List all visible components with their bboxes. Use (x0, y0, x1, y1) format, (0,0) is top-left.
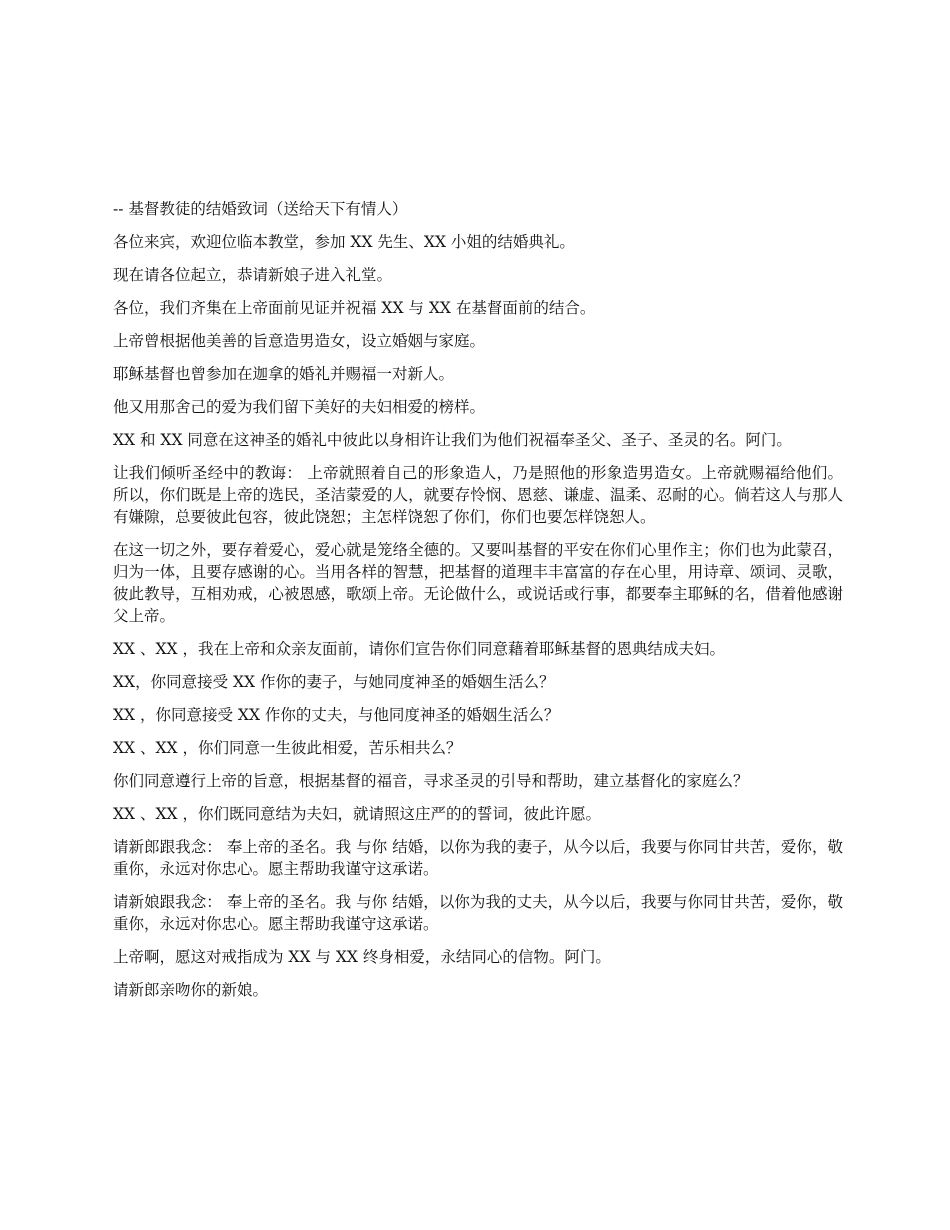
paragraph-example: 他又用那舍己的爱为我们留下美好的夫妇相爱的榜样。 (113, 398, 486, 416)
paragraph-groom-question: XX，你同意接受 XX 作你的妻子，与她同度神圣的婚姻生活么？ (113, 673, 555, 691)
paragraph-blessing: XX 和 XX 同意在这神圣的婚礼中彼此以身相许让我们为他们祝福奉圣父、圣子、圣灵的名。阿门。 (113, 431, 792, 449)
paragraph-vows-intro: XX 、XX ，你们既同意结为夫妇，就请照这庄严的的誓词，彼此许愿。 (113, 805, 601, 823)
paragraph-rings: 上帝啊，愿这对戒指成为 XX 与 XX 终身相爱，永结同心的信物。阿门。 (113, 948, 611, 966)
paragraph-creation: 上帝曾根据他美善的旨意造男造女，设立婚姻与家庭。 (113, 332, 486, 350)
paragraph-rise: 现在请各位起立，恭请新娘子进入礼堂。 (113, 266, 393, 284)
paragraph-groom-vow: 请新郎跟我念： 奉上帝的圣名。我 与你 结婚，以你为我的妻子，从今以后，我要与你同甘共苦，爱你，敬重你，永远对你忠心。愿主帮助我谨守这承诺。 (113, 838, 843, 878)
paragraph-declaration: XX 、XX ，我在上帝和众亲友面前，请你们宣告你们同意藉着耶稣基督的恩典结成夫妇。 (113, 640, 725, 658)
paragraph-scripture-1: 让我们倾听圣经中的教诲： 上帝就照着自己的形象造人，乃是照他的形象造男造女。上帝就赐福给他们。所以，你们既是上帝的选民，圣洁蒙爱的人，就要存怜悯、恩慈、谦虚、温柔、忍耐的心。倘若这人与那人有嫌隙，总要彼此包容，彼此饶恕；主怎样饶恕了你们，你们也要怎样饶恕人。 (113, 464, 843, 526)
paragraph-cana: 耶稣基督也曾参加在迦拿的婚礼并赐福一对新人。 (113, 365, 455, 383)
paragraph-bride-vow: 请新娘跟我念： 奉上帝的圣名。我 与你 结婚，以你为我的丈夫，从今以后，我要与你同甘共苦，爱你，敬重你，永远对你忠心。愿主帮助我谨守这承诺。 (113, 893, 843, 933)
document-page (113, 198, 843, 1012)
paragraph-bride-question: XX ，你同意接受 XX 作你的丈夫，与他同度神圣的婚姻生活么？ (113, 706, 560, 724)
paragraph-mutual-love: XX 、XX ，你们同意一生彼此相爱，苦乐相共么？ (113, 739, 462, 757)
document-title: -- 基督教徒的结婚致词（送给天下有情人） (113, 200, 408, 218)
paragraph-kiss: 请新郎亲吻你的新娘。 (113, 981, 269, 999)
paragraph-welcome: 各位来宾，欢迎位临本教堂，参加 XX 先生、XX 小姐的结婚典礼。 (113, 233, 575, 251)
paragraph-christian-home: 你们同意遵行上帝的旨意，根据基督的福音，寻求圣灵的引导和帮助，建立基督化的家庭么？ (113, 772, 749, 790)
paragraph-scripture-2: 在这一切之外，要存着爱心，爱心就是笼络全德的。又要叫基督的平安在你们心里作主；你们也为此蒙召，归为一体，且要存感谢的心。当用各样的智慧，把基督的道理丰丰富富的存在心里，用诗章、颂词、灵歌，彼此教导，互相劝戒，心被恩感，歌颂上帝。无论做什么，或说话或行事，都要奉主耶稣的名，借着他感谢父上帝。 (113, 541, 843, 625)
paragraph-witness: 各位，我们齐集在上帝面前见证并祝福 XX 与 XX 在基督面前的结合。 (113, 299, 596, 317)
